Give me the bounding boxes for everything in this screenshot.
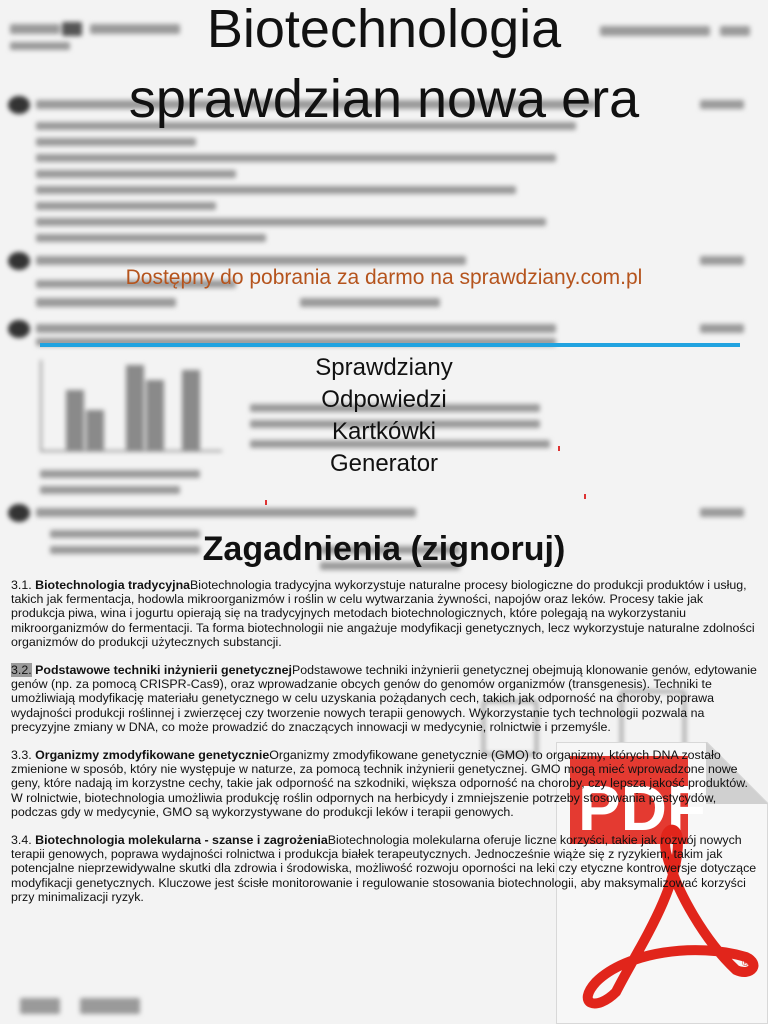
topic-3-4 [11, 833, 759, 904]
topic-heading: Podstawowe techniki inżynierii genetycznej [35, 663, 292, 678]
menu-item-kartkowki[interactable]: Kartkówki [331, 418, 437, 445]
topic-heading: Biotechnologia tradycyjna [35, 578, 191, 592]
topic-number: 3.4. [11, 833, 32, 848]
topic-body: Podstawowe techniki inżynierii genetycznej obejmują klonowanie genów, edytowanie genów (np. za pomocą CRISPR-Cas9), oraz wprowadzanie obcych genów do genomów organizmów (transgenesis). Techniki te umożliwiają modyfikację materiału genetycznego w celu uzyskania pożądanych cech, takich jak odporność na choroby, poprawa wydajności produkcji roślinnej i zwierzęcej czy tworzenie nowych terapii genowych. Wykorzystanie tych technologii pozwala na precyzyjne zmiany w DNA, co może prowadzić do znaczących innowacji w medycynie, rolnictwie i przemyśle. [11, 663, 757, 734]
menu-item-odpowiedzi[interactable]: Odpowiedzi [321, 386, 447, 413]
topic-body: Biotechnologia molekularna oferuje liczne korzyści, takie jak rozwój nowych terapii genowych, poprawa wydajności rolnictwa i produkcja białek terapeutycznych. Jednocześnie wiąże się z ryzykiem, takim jak potencjalne nieprzewidywalne skutki dla zdrowia i środowiska, możliwość rozwoju oporności na leki czy etyczne kontrowersje dotyczące modyfikacji genetycznych. Kluczowe jest ścisłe monitorowanie i regulowanie stosowania biotechnologii, aby maksymalizować korzyści przy minimalizacji ryzyk. [11, 833, 757, 904]
menu-item-sprawdziany[interactable]: Sprawdziany [315, 354, 453, 381]
document-title [0, 0, 768, 128]
topic-number: 3.1. [11, 578, 32, 592]
topic-body: Organizmy zmodyfikowane genetycznie (GMO) to organizmy, których DNA zostało zmienione w sposób, który nie występuje w naturze, za pomocą technik inżynierii genetycznej. GMO mogą mieć wprowadzone nowe geny, które nadają im korzystne cechy, takie jak odporność na szkodniki, większa odporność na choroby, czy lepsza jakość produktów. W rolnictwie, biotechnologia umożliwia produkcję roślin odpornych na herbicydy i zmniejszenie potrzeby stosowania pestycydów, podczas gdy w medycynie, GMO są wykorzystywane do produkcji leków i terapii genowych. [11, 748, 748, 819]
download-link[interactable]: Dostępny do pobrania za darmo na sprawdziany.com.pl [125, 266, 643, 289]
section-heading: Zagadnienia (zignoruj) [202, 530, 566, 569]
topic-3-3 [11, 748, 759, 819]
topic-3-2 [11, 663, 759, 734]
decorative-red-mark [265, 500, 267, 505]
resource-menu [0, 352, 768, 480]
menu-item-generator[interactable]: Generator [329, 450, 439, 477]
svg-text:®: ® [742, 958, 749, 968]
topic-heading: Biotechnologia molekularna - szanse i zagrożenia [35, 833, 328, 848]
document-title-line-1: Biotechnologia [206, 0, 562, 59]
topic-heading: Organizmy zmodyfikowane genetycznie [35, 748, 270, 763]
topic-body: Biotechnologia tradycyjna wykorzystuje naturalne procesy biologiczne do produkcji produktów i usług, takich jak fermentacja, hodowla mikroorganizmów i roślin w celu wytwarzania żywności, napojów oraz leków. Procesy takie jak produkcja piwa, wina i jogurtu opierają się na tradycyjnych metodach biotechnologicznych, które polegają na wykorzystaniu mikroorganizmów do fermentacji. Ta forma biotechnologii nie angażuje modyfikacji genetycznych, lecz wykorzystuje naturalne zdolności organizmów do produkcji użytecznych substancji. [11, 578, 755, 649]
decorative-red-mark [584, 494, 586, 499]
topic-3-1 [11, 578, 759, 649]
topic-number: 3.2. [11, 663, 32, 678]
topics-list [11, 578, 759, 918]
svg-text:PDF: PDF [578, 772, 706, 844]
decorative-red-mark [558, 446, 560, 451]
document-title-line-2: sprawdzian nowa era [128, 69, 640, 129]
topic-number: 3.3. [11, 748, 32, 763]
divider-rule [40, 343, 740, 347]
